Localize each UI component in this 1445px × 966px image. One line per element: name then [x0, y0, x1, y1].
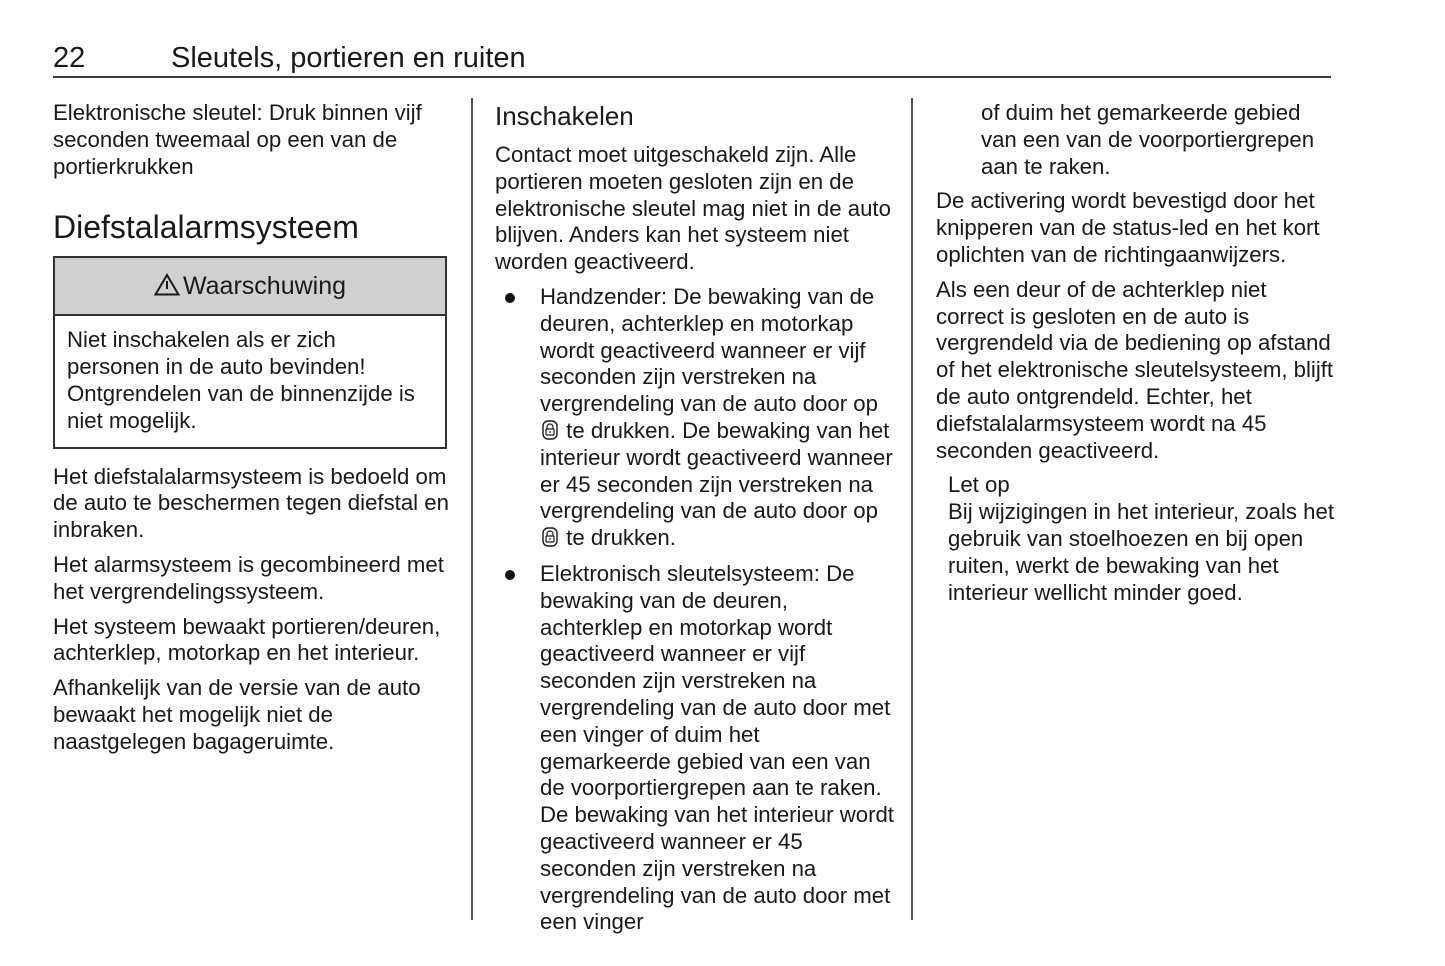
- list-item: Handzender: De bewaking van de deuren, achterklep en motorkap wordt geactiveerd wanneer er vijf seconden zijn verstreken na vergrendeling van de auto door op te drukken. De bewaking van het interieur wordt geactiveerd wanneer er 45 seconden zijn verstreken na vergrendeling van de auto door op te drukken.: [495, 284, 895, 552]
- warning-box: [53, 256, 447, 448]
- intro-paragraph: Elektronische sleutel: Druk binnen vijf seconden tweemaal op een van de portierkrukken: [53, 100, 422, 179]
- paragraph: Het diefstalalarmsysteem is bedoeld om de auto te beschermen tegen diefstal en inbraken.: [53, 463, 449, 543]
- note-text: Bij wijzigingen in het interieur, zoals het gebruik van stoelhoezen en bij open ruiten, werkt de bewaking van het interieur wellicht minder goed.: [948, 499, 1335, 605]
- bullet-icon: [505, 293, 515, 303]
- column-3: [936, 100, 1336, 606]
- page-number: 22: [53, 42, 86, 74]
- paragraph: De activering wordt bevestigd door het knipperen van de status-led en het kort oplichten van de richtingaanwijzers.: [936, 188, 1320, 267]
- note-box: [936, 472, 1336, 606]
- list-item-continuation: of duim het gemarkeerde gebied van een van de voorportiergrepen aan te raken.: [981, 100, 1315, 179]
- warning-header: [55, 258, 445, 316]
- column-1: [53, 100, 453, 764]
- paragraph: Het systeem bewaakt portieren/deuren, achterklep, motorkap en het interieur.: [53, 613, 441, 666]
- warning-title: Waarschuwing: [182, 272, 347, 301]
- paragraph: Als een deur of de achterklep niet correct is gesloten en de auto is vergrendeld via de bediening op afstand of het elektronische sleutelsysteem, blijft de auto ontgrendeld. Echter, het diefstalalarmsysteem wordt na 45 seconden geactiveerd.: [936, 276, 1334, 463]
- paragraph: Het alarmsysteem is gecombineerd met het vergrendelingssysteem.: [53, 551, 444, 604]
- warning-triangle-icon: [154, 273, 180, 296]
- paragraph: Afhankelijk van de versie van de auto bewaakt het mogelijk niet de naastgelegen bagageruimte.: [53, 675, 421, 754]
- section-title: Sleutels, portieren en ruiten: [171, 42, 526, 74]
- subsection-heading: Inschakelen: [495, 101, 634, 131]
- lock-button-icon: [542, 420, 558, 440]
- intro-paragraph: Contact moet uitgeschakeld zijn. Alle portieren moeten gesloten zijn en de elektronische sleutel mag niet in de auto blijven. Anders kan het systeem niet worden geactiveerd.: [495, 142, 891, 275]
- bullet-icon: [505, 570, 515, 580]
- warning-body: Niet inschakelen als er zich personen in de auto bevinden! Ontgrendelen van de binnenzijde is niet mogelijk.: [67, 327, 415, 433]
- page-header: [53, 40, 1331, 78]
- lock-button-icon: [542, 527, 558, 547]
- section-heading: Diefstalalarmsysteem: [53, 209, 359, 246]
- note-label: Let op: [948, 472, 1010, 498]
- column-2: [495, 100, 895, 945]
- column-divider: [471, 98, 473, 920]
- column-divider: [911, 98, 913, 920]
- list-item: Elektronisch sleutelsysteem: De bewaking van de deuren, achterklep en motorkap wordt geactiveerd wanneer er vijf seconden zijn verstreken na vergrendeling van de auto door met een vinger of duim het gemarkeerde gebied van een van de voorportiergrepen aan te raken. De bewaking van het interieur wordt geactiveerd wanneer er 45 seconden zijn verstreken na vergrendeling van de auto door met een vinger: [495, 561, 895, 936]
